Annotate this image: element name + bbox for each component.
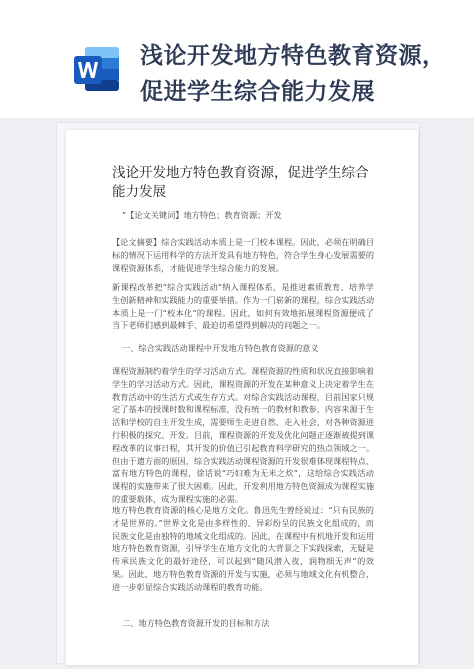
keywords: ”【论文关键词】地方特色；教育资源；开发 xyxy=(122,210,282,220)
body-paragraph: 课程资源制约着学生的学习活动方式。课程资源的性质和状况直接影响着学生的学习活动方式。因此，课程资源的开发在某种意义上决定着学生在教育活动中的生活方式或生存方式。对综合实践活动课程，目前国家只规定了基本的授课时数和课程标准，没有统一的教材和教参，内容来源于生活和学校的自主开发生成，需要师生走进自然、走入社会，对各种资源进行积极的探究、开发。目前，课程资源的开发及优化问题正逐渐被提到课程改革的议事日程，其开发的价值已引起教育科学研究的热点领域之一。但由于遗方面的原因，综合实践活动课程资源的开发很难体现课程特点、富有地方特色的课程，徐话说“巧妇难为无米之炊”，这给综合实践活动课程的实施带来了很大困难。因此，开发利用地方特色资源成为课程实施的重要载体，成为课程实施的必需。 xyxy=(112,366,375,504)
section-heading-1: 一、综合实践活动课程中开发地方特色教育资源的意义 xyxy=(122,343,319,353)
header-title: 浅论开发地方特色教育资源，促进学生综合能力发展 xyxy=(140,43,446,105)
body-paragraph: 地方特色教育资源的核心是地方文化。鲁迅先生曾经说过：“只有民族的才是世界的。”世界文化是由多样性的、异彩纷呈的民族文化组成的，而民族文化是由独特的地域文化组成的。因此，在课程中有机地开发和运用地方特色教育资源，引导学生在地方文化的大背景之下实践探索，无疑是传承民族文化的最好途径，可以起到“随风潜入夜，润物细无声”的效果。因此，地方特色教育资源的开发与实施，必须与地域文化有机整合，进一步彰显综合实践活动课程的教育功能。 xyxy=(112,505,375,592)
document-page xyxy=(66,130,418,665)
intro-paragraph: 新课程改革把“综合实践活动”纳入课程体系，是推进素质教育、培养学生创新精神和实践能力的重要举措。作为一门崭新的课程，综合实践活动本质上是一门“校本化”的课程。因此，如何有效地拓展课程资源便成了当下老师们感到最棘手、最迫切希望得到解决的问题之一。 xyxy=(112,282,375,331)
document-title: 浅论开发地方特色教育资源，促进学生综合能力发展 xyxy=(112,165,369,200)
header-banner xyxy=(0,0,474,118)
abstract-paragraph: 【论文摘要】综合实践活动本质上是一门校本课程。因此，必须在明确目标的情况下运用科学的方法开发具有地方特色，符合学生身心发展需要的课程资源体系，才能促进学生综合能力的发展。 xyxy=(112,237,375,273)
section-heading-2: 二、地方特色教育资源开发的目标和方法 xyxy=(122,618,270,628)
word-icon xyxy=(71,43,123,95)
